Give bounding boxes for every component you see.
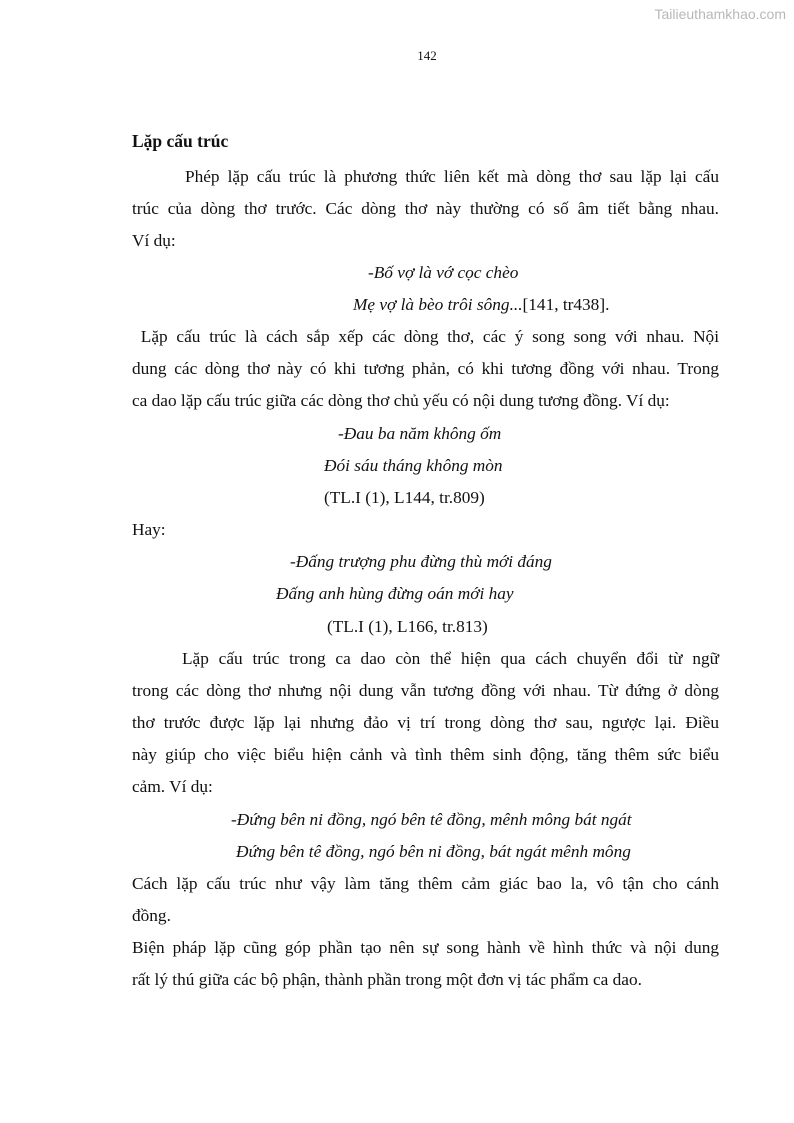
section-heading: Lặp cấu trúc — [132, 131, 229, 151]
para3-line3: thơ trước được lặp lại nhưng đảo vị trí trong dòng thơ sau, ngược lại. Điều — [132, 713, 719, 732]
para1-line2: trúc của dòng thơ trước. Các dòng thơ này thường có số âm tiết bằng nhau. — [132, 199, 719, 218]
para1-line3: Ví dụ: — [132, 231, 176, 250]
page-number: 142 — [417, 48, 437, 63]
para4-line1: Cách lặp cấu trúc như vậy làm tăng thêm cảm giác bao la, vô tận cho cánh — [132, 874, 719, 893]
example1-line1: -Bố vợ là vớ cọc chèo — [368, 263, 519, 282]
example3-line1: -Đấng trượng phu đừng thù mới đáng — [290, 552, 552, 571]
example3-ref: (TL.I (1), L166, tr.813) — [327, 617, 488, 636]
para3-line4: này giúp cho việc biểu hiện cảnh và tình thêm sinh động, tăng thêm sức biểu — [132, 745, 719, 764]
example1-line2-wrap — [353, 295, 609, 315]
example2-line2: Đói sáu tháng không mòn — [324, 456, 503, 475]
para3-line5: cảm. Ví dụ: — [132, 777, 213, 796]
example3-line2: Đấng anh hùng đừng oán mới hay — [276, 584, 514, 603]
para2-line1: Lặp cấu trúc là cách sắp xếp các dòng thơ, các ý song song với nhau. Nội — [132, 327, 719, 346]
example2-ref: (TL.I (1), L144, tr.809) — [324, 488, 485, 507]
example2-line1: -Đau ba năm không ốm — [338, 424, 502, 443]
watermark: Tailieuthamkhao.com — [654, 6, 786, 22]
example1-ref: [141, tr438]. — [522, 295, 610, 314]
example4-line2: Đứng bên tê đồng, ngó bên ni đồng, bát ngát mênh mông — [236, 842, 631, 861]
para5-line1: Biện pháp lặp cũng góp phần tạo nên sự song hành về hình thức và nội dung — [132, 938, 719, 957]
para1-line1: Phép lặp cấu trúc là phương thức liên kết mà dòng thơ sau lặp lại cấu — [185, 167, 719, 186]
example4-line1: -Đứng bên ni đồng, ngó bên tê đồng, mênh mông bát ngát — [231, 810, 632, 829]
para3-line1: Lặp cấu trúc trong ca dao còn thể hiện qua cách chuyển đổi từ ngữ — [182, 649, 719, 668]
example1-line2: Mẹ vợ là bèo trôi sông... — [353, 295, 523, 314]
para2-line3: ca dao lặp cấu trúc giữa các dòng thơ chủ yếu có nội dung tương đồng. Ví dụ: — [132, 391, 670, 410]
para4-line2: đồng. — [132, 906, 171, 925]
para5-line2: rất lý thú giữa các bộ phận, thành phần trong một đơn vị tác phẩm ca dao. — [132, 970, 642, 989]
para3-line2: trong các dòng thơ nhưng nội dung vẫn tương đồng với nhau. Từ đứng ở dòng — [132, 681, 719, 700]
hay-label: Hay: — [132, 520, 166, 539]
para2-line2: dung các dòng thơ này có khi tương phản, có khi tương đồng với nhau. Trong — [132, 359, 719, 378]
